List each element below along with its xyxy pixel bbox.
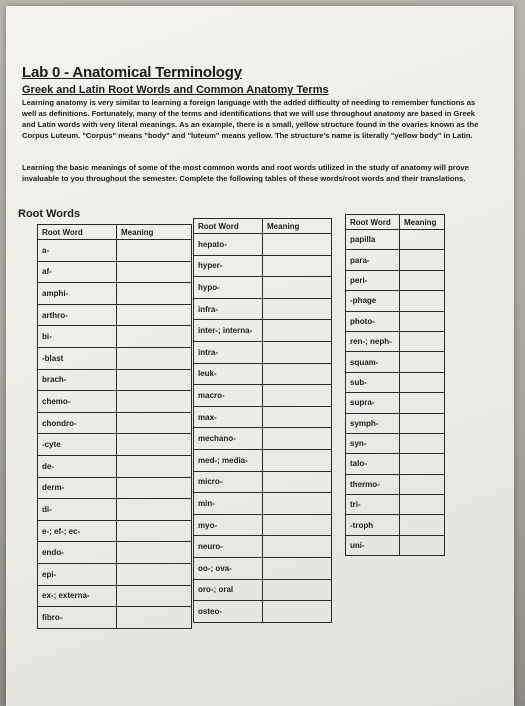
meaning-cell[interactable] bbox=[400, 474, 445, 494]
meaning-cell[interactable] bbox=[263, 514, 332, 536]
meaning-cell[interactable] bbox=[117, 434, 192, 456]
meaning-cell[interactable] bbox=[117, 607, 192, 629]
meaning-cell[interactable] bbox=[263, 493, 332, 515]
table-row bbox=[346, 474, 445, 494]
table-row bbox=[38, 563, 192, 585]
root-word-cell: squam- bbox=[346, 352, 400, 372]
table-row bbox=[346, 454, 445, 474]
meaning-cell[interactable] bbox=[117, 347, 192, 369]
table-row bbox=[346, 352, 445, 372]
root-word-cell: hyper- bbox=[194, 255, 263, 277]
table-row bbox=[38, 283, 192, 305]
table-row bbox=[194, 234, 332, 256]
root-word-cell: di- bbox=[38, 499, 117, 521]
table-row bbox=[346, 311, 445, 331]
table-row bbox=[38, 585, 192, 607]
meaning-cell[interactable] bbox=[263, 363, 332, 385]
root-word-cell: fibro- bbox=[38, 607, 117, 629]
root-word-cell: syn- bbox=[346, 433, 400, 453]
root-word-cell: -troph bbox=[346, 515, 400, 535]
intro-paragraph: Learning anatomy is very similar to learning a foreign language with the added difficulty of needing to remember functions as well as definitions. Fortunately, many of the terms and identifications that we will use throughout anatomy are based in Greek and Latin words with very literal meanings. As an example, there is a small, yellow structure found in the ovaries known as the Corpus Luteum. "Corpus" means "body" and "luteum" means yellow. The structure's name is literally "yellow body" in Latin. bbox=[22, 98, 479, 140]
meaning-cell[interactable] bbox=[400, 311, 445, 331]
root-word-cell: min- bbox=[194, 493, 263, 515]
meaning-cell[interactable] bbox=[263, 234, 332, 256]
root-word-cell: hepato- bbox=[194, 234, 263, 256]
meaning-header: Meaning bbox=[263, 219, 332, 234]
section-subtitle: Greek and Latin Root Words and Common Anatomy Terms bbox=[22, 84, 329, 96]
root-word-cell: micro- bbox=[194, 471, 263, 493]
root-word-cell: ex-; externa- bbox=[38, 585, 117, 607]
meaning-cell[interactable] bbox=[400, 230, 445, 250]
root-word-cell: epi- bbox=[38, 563, 117, 585]
meaning-cell[interactable] bbox=[400, 372, 445, 392]
page-title: Lab 0 - Anatomical Terminology bbox=[22, 64, 242, 81]
table-row bbox=[194, 406, 332, 428]
table-row bbox=[194, 363, 332, 385]
root-word-cell: mechano- bbox=[194, 428, 263, 450]
root-words-table-2 bbox=[193, 218, 332, 623]
meaning-cell[interactable] bbox=[263, 601, 332, 623]
meaning-cell[interactable] bbox=[263, 298, 332, 320]
table-row bbox=[38, 542, 192, 564]
table-row bbox=[346, 270, 445, 290]
table-row bbox=[38, 369, 192, 391]
meaning-cell[interactable] bbox=[117, 477, 192, 499]
instructions-paragraph: Learning the basic meanings of some of the most common words and root words utilized in the study of anatomy will prove invaluable to you throughout the semester. Complete the following tables of these words/root words and their translations. bbox=[22, 163, 469, 183]
meaning-cell[interactable] bbox=[117, 261, 192, 283]
table-row bbox=[194, 320, 332, 342]
meaning-cell[interactable] bbox=[117, 412, 192, 434]
table-row bbox=[38, 434, 192, 456]
root-words-heading: Root Words bbox=[18, 208, 81, 220]
meaning-cell[interactable] bbox=[263, 536, 332, 558]
meaning-cell[interactable] bbox=[117, 391, 192, 413]
root-word-cell: de- bbox=[38, 455, 117, 477]
table-row bbox=[194, 601, 332, 623]
root-word-cell: a- bbox=[38, 240, 117, 262]
table-row bbox=[38, 412, 192, 434]
root-word-header: Root Word bbox=[38, 225, 117, 240]
meaning-cell[interactable] bbox=[400, 535, 445, 555]
table-row bbox=[38, 240, 192, 262]
meaning-header: Meaning bbox=[400, 215, 445, 230]
meaning-cell[interactable] bbox=[117, 542, 192, 564]
meaning-cell[interactable] bbox=[263, 320, 332, 342]
root-word-cell: infra- bbox=[194, 298, 263, 320]
table-row bbox=[38, 391, 192, 413]
root-word-cell: chondro- bbox=[38, 412, 117, 434]
table-row bbox=[346, 393, 445, 413]
meaning-cell[interactable] bbox=[117, 499, 192, 521]
root-word-cell: max- bbox=[194, 406, 263, 428]
root-word-cell: myo- bbox=[194, 514, 263, 536]
root-word-cell: symph- bbox=[346, 413, 400, 433]
table-row bbox=[38, 304, 192, 326]
meaning-cell[interactable] bbox=[263, 428, 332, 450]
root-word-cell: intra- bbox=[194, 341, 263, 363]
root-word-cell: photo- bbox=[346, 311, 400, 331]
meaning-cell[interactable] bbox=[263, 557, 332, 579]
table-row bbox=[194, 471, 332, 493]
root-word-cell: supra- bbox=[346, 393, 400, 413]
root-word-cell: tri- bbox=[346, 495, 400, 515]
meaning-cell[interactable] bbox=[400, 352, 445, 372]
table-row bbox=[38, 326, 192, 348]
meaning-cell[interactable] bbox=[263, 449, 332, 471]
meaning-cell[interactable] bbox=[263, 341, 332, 363]
table-row bbox=[38, 520, 192, 542]
meaning-cell[interactable] bbox=[400, 515, 445, 535]
root-word-cell: sub- bbox=[346, 372, 400, 392]
meaning-cell[interactable] bbox=[117, 326, 192, 348]
root-word-cell: oro-; oral bbox=[194, 579, 263, 601]
meaning-cell[interactable] bbox=[400, 413, 445, 433]
table-row bbox=[194, 449, 332, 471]
table-row bbox=[194, 298, 332, 320]
meaning-cell[interactable] bbox=[117, 563, 192, 585]
meaning-cell[interactable] bbox=[263, 255, 332, 277]
table-row bbox=[38, 261, 192, 283]
table-row bbox=[38, 499, 192, 521]
table-row bbox=[194, 428, 332, 450]
root-word-cell: endo- bbox=[38, 542, 117, 564]
table-row bbox=[38, 347, 192, 369]
table-row bbox=[346, 515, 445, 535]
meaning-cell[interactable] bbox=[263, 406, 332, 428]
meaning-cell[interactable] bbox=[117, 369, 192, 391]
root-word-cell: derm- bbox=[38, 477, 117, 499]
root-word-header: Root Word bbox=[194, 219, 263, 234]
table-row bbox=[194, 341, 332, 363]
root-word-cell: ren-; neph- bbox=[346, 331, 400, 351]
table-row bbox=[38, 607, 192, 629]
table-row bbox=[38, 455, 192, 477]
root-word-cell: papilla bbox=[346, 230, 400, 250]
root-word-cell: af- bbox=[38, 261, 117, 283]
root-word-cell: arthro- bbox=[38, 304, 117, 326]
table-row bbox=[194, 385, 332, 407]
table-row bbox=[346, 535, 445, 555]
table-row bbox=[194, 579, 332, 601]
meaning-cell[interactable] bbox=[400, 433, 445, 453]
meaning-cell[interactable] bbox=[117, 304, 192, 326]
table-row bbox=[346, 291, 445, 311]
table-row bbox=[346, 495, 445, 515]
table-row bbox=[346, 230, 445, 250]
root-word-cell: macro- bbox=[194, 385, 263, 407]
root-words-table-1 bbox=[37, 224, 192, 629]
table-row bbox=[194, 557, 332, 579]
root-word-cell: -cyte bbox=[38, 434, 117, 456]
root-word-cell: brach- bbox=[38, 369, 117, 391]
root-word-cell: e-; ef-; ec- bbox=[38, 520, 117, 542]
root-word-cell: chemo- bbox=[38, 391, 117, 413]
meaning-cell[interactable] bbox=[400, 270, 445, 290]
meaning-cell[interactable] bbox=[263, 471, 332, 493]
root-words-table-3 bbox=[345, 214, 445, 556]
root-word-cell: peri- bbox=[346, 270, 400, 290]
root-word-cell: neuro- bbox=[194, 536, 263, 558]
root-word-header: Root Word bbox=[346, 215, 400, 230]
table-row bbox=[346, 413, 445, 433]
root-word-cell: bi- bbox=[38, 326, 117, 348]
meaning-cell[interactable] bbox=[400, 331, 445, 351]
table-row bbox=[346, 250, 445, 270]
root-word-cell: hypo- bbox=[194, 277, 263, 299]
table-row bbox=[194, 536, 332, 558]
table-row bbox=[38, 477, 192, 499]
meaning-cell[interactable] bbox=[400, 393, 445, 413]
meaning-cell[interactable] bbox=[400, 495, 445, 515]
root-word-cell: talo- bbox=[346, 454, 400, 474]
root-word-cell: osteo- bbox=[194, 601, 263, 623]
meaning-cell[interactable] bbox=[263, 579, 332, 601]
meaning-cell[interactable] bbox=[117, 240, 192, 262]
root-word-cell: uni- bbox=[346, 535, 400, 555]
table-row bbox=[194, 255, 332, 277]
meaning-cell[interactable] bbox=[400, 454, 445, 474]
table-row bbox=[194, 493, 332, 515]
meaning-cell[interactable] bbox=[117, 283, 192, 305]
root-word-cell: inter-; interna- bbox=[194, 320, 263, 342]
meaning-cell[interactable] bbox=[263, 277, 332, 299]
meaning-cell[interactable] bbox=[117, 585, 192, 607]
root-word-cell: amphi- bbox=[38, 283, 117, 305]
meaning-cell[interactable] bbox=[400, 250, 445, 270]
root-word-cell: oo-; ova- bbox=[194, 557, 263, 579]
root-word-cell: med-; media- bbox=[194, 449, 263, 471]
meaning-cell[interactable] bbox=[400, 291, 445, 311]
meaning-cell[interactable] bbox=[263, 385, 332, 407]
meaning-header: Meaning bbox=[117, 225, 192, 240]
root-word-cell: para- bbox=[346, 250, 400, 270]
table-row bbox=[346, 372, 445, 392]
table-row bbox=[194, 514, 332, 536]
root-word-cell: thermo- bbox=[346, 474, 400, 494]
root-word-cell: leuk- bbox=[194, 363, 263, 385]
table-row bbox=[194, 277, 332, 299]
table-row bbox=[346, 331, 445, 351]
meaning-cell[interactable] bbox=[117, 455, 192, 477]
root-word-cell: -blast bbox=[38, 347, 117, 369]
table-row bbox=[346, 433, 445, 453]
root-word-cell: -phage bbox=[346, 291, 400, 311]
meaning-cell[interactable] bbox=[117, 520, 192, 542]
